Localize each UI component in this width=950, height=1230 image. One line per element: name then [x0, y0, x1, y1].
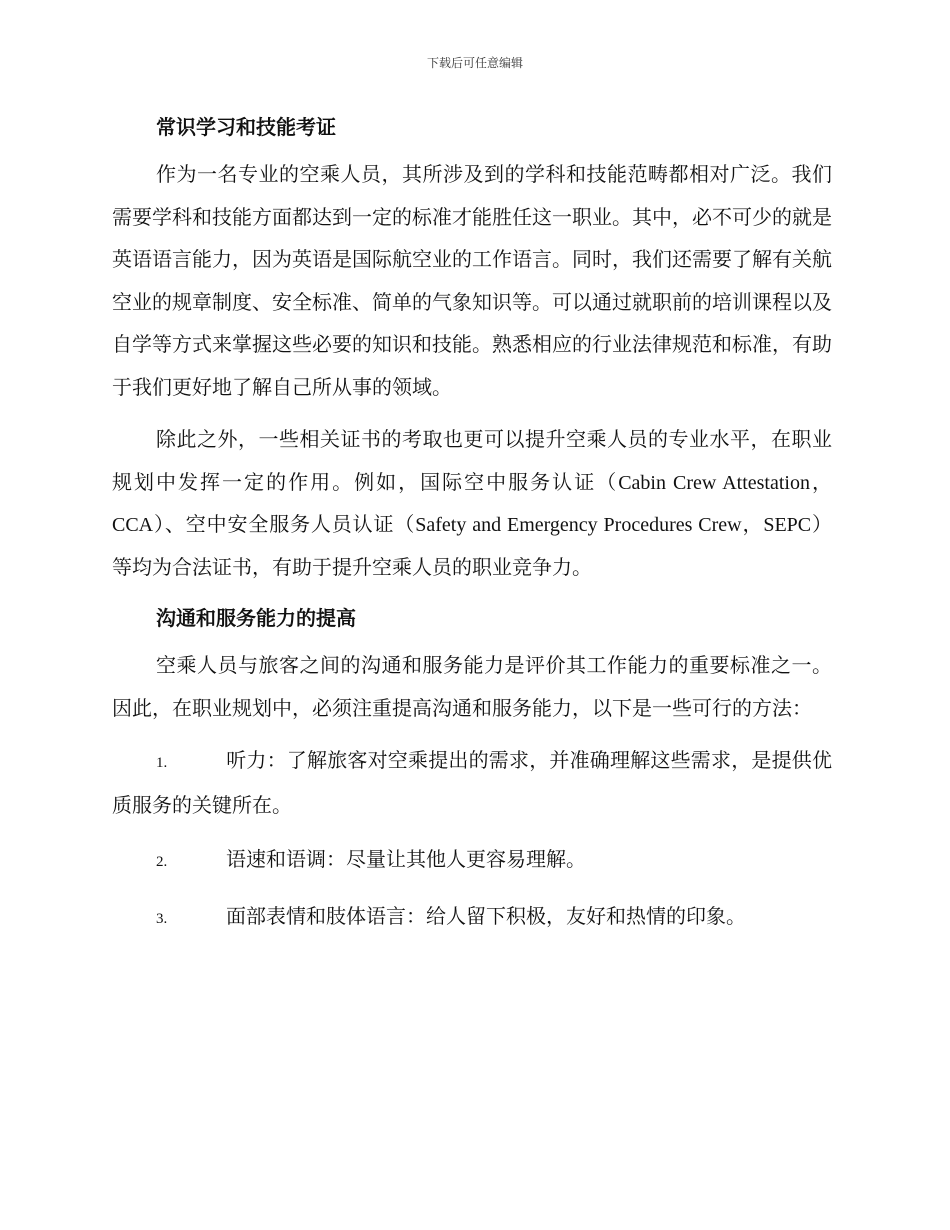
method-list: [112, 740, 832, 940]
document-body: [112, 108, 832, 952]
list-item: [112, 896, 832, 941]
section-heading-communication: 沟通和服务能力的提高: [156, 608, 356, 630]
page-header: 下载后可任意编辑: [426, 56, 523, 70]
paragraph-communication: 空乘人员与旅客之间的沟通和服务能力是评价其工作能力的重要标准之一。因此，在职业规划中，必须注重提高沟通和服务能力，以下是一些可行的方法：: [112, 655, 832, 720]
paragraph-certificates: 除此之外，一些相关证书的考取也更可以提升空乘人员的专业水平，在职业规划中发挥一定的作用。例如，国际空中服务认证（Cabin Crew Attestation，CCA）、空中安全服务人员认证（Safety and Emergency Procedures Crew，SEPC）等均为合法证书，有助于提升空乘人员的职业竞争力。: [112, 429, 832, 579]
list-number: 3.: [156, 910, 168, 927]
list-number: 2.: [156, 854, 168, 870]
list-item: [112, 740, 832, 827]
list-text: 语速和语调：尽量让其他人更容易理解。: [226, 849, 586, 871]
list-text: 听力：了解旅客对空乘提出的需求，并准确理解这些需求，是提供优质服务的关键所在。: [112, 750, 832, 817]
paragraph-knowledge-skills: 作为一名专业的空乘人员，其所涉及到的学科和技能范畴都相对广泛。我们需要学科和技能方面都达到一定的标准才能胜任这一职业。其中，必不可少的就是英语语言能力，因为英语是国际航空业的工作语言。同时，我们还需要了解有关航空业的规章制度、安全标准、简单的气象知识等。可以通过就职前的培训课程以及自学等方式来掌握这些必要的知识和技能。熟悉相应的行业法律规范和标准，有助于我们更好地了解自己所从事的领域。: [112, 164, 832, 399]
list-item: [112, 839, 832, 884]
section-heading-knowledge: 常识学习和技能考证: [156, 117, 336, 139]
list-text: 面部表情和肢体语言：给人留下积极，友好和热情的印象。: [226, 905, 746, 928]
list-number: 1.: [156, 755, 168, 771]
